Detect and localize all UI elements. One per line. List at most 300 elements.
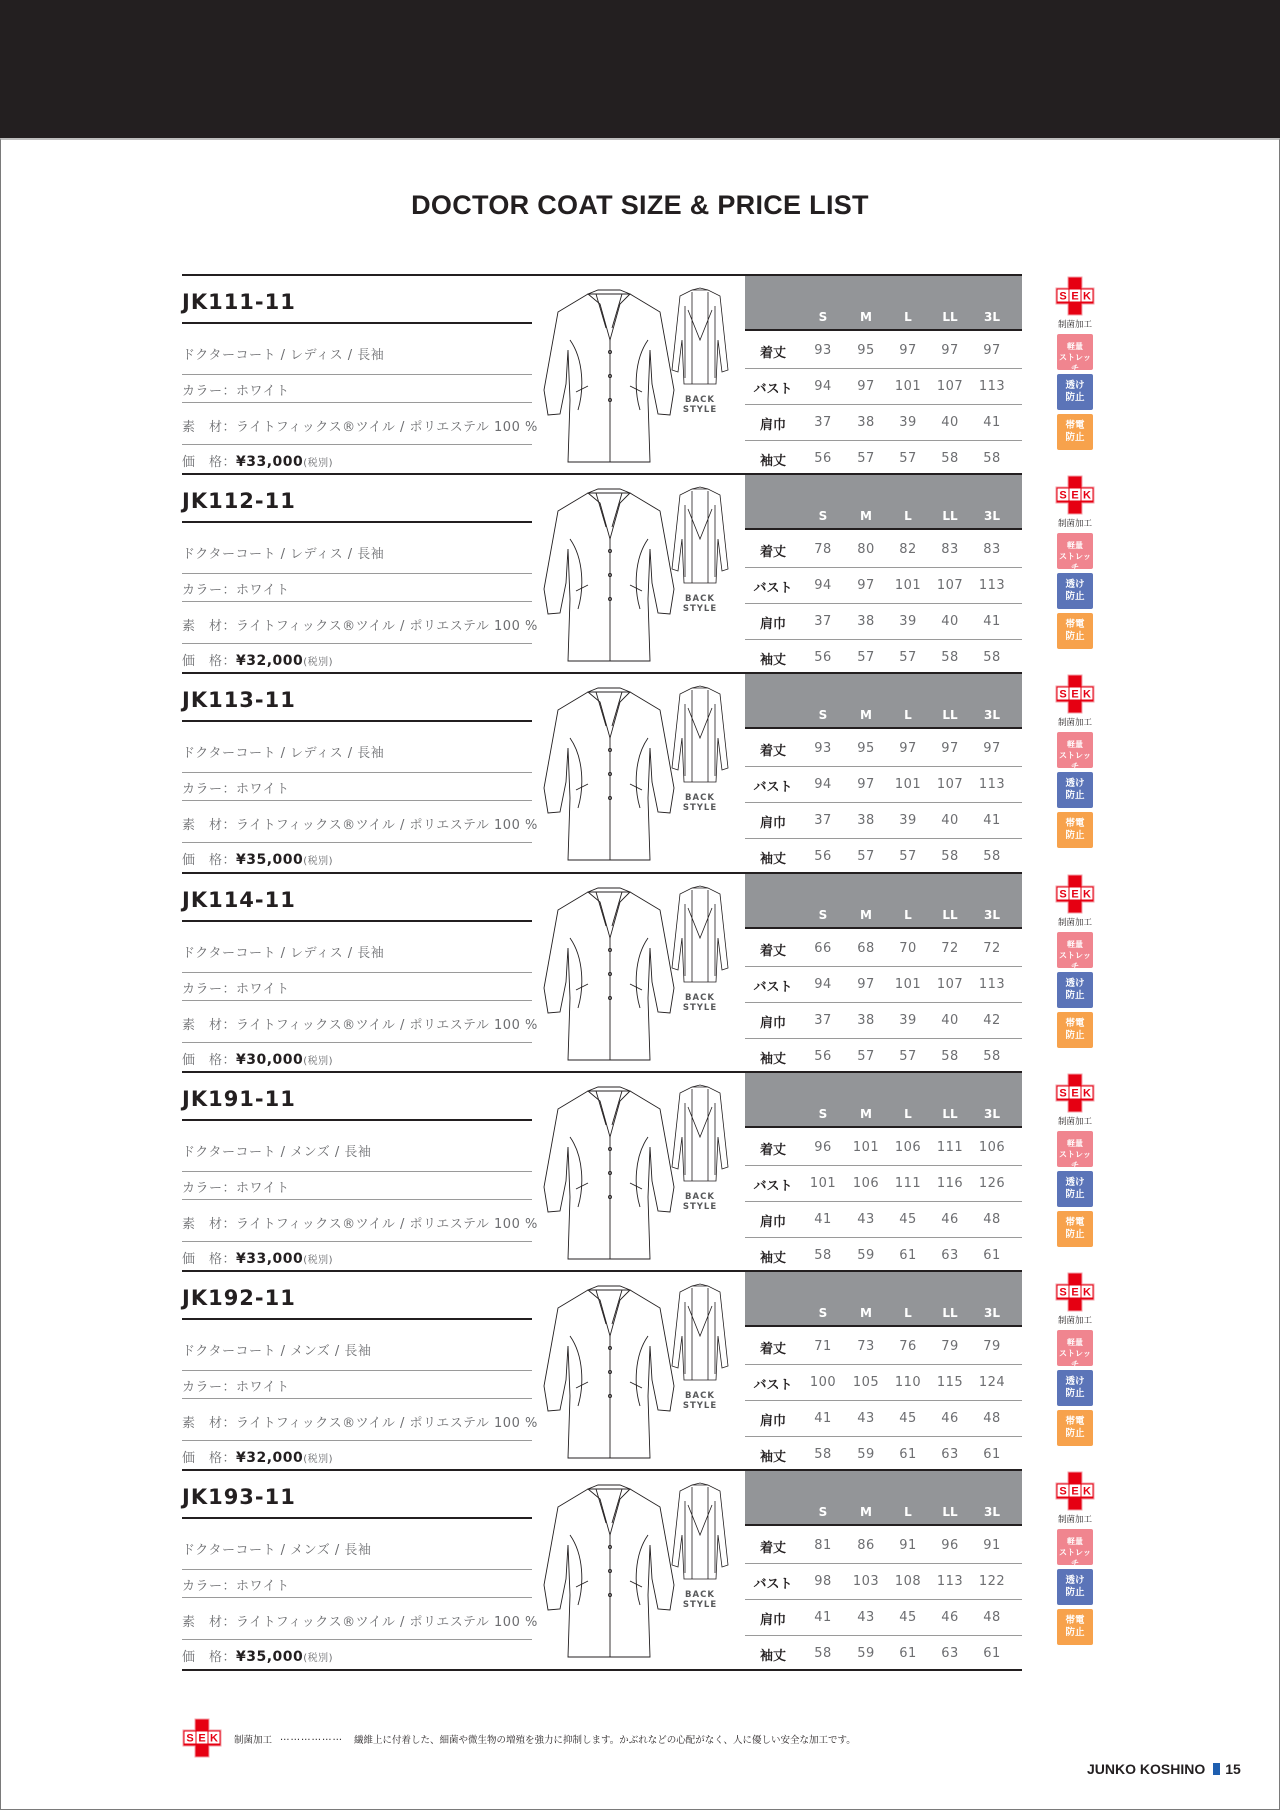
badge-text: 防止 — [1065, 1428, 1085, 1439]
badge-lightweight-stretch — [1057, 1131, 1093, 1170]
size-header: LL — [942, 1306, 958, 1320]
badge-text: ストレッチ — [1059, 1548, 1091, 1568]
size-value: 43 — [857, 1212, 875, 1227]
price-label: 価 格： — [182, 1650, 237, 1665]
badge-text: 防止 — [1065, 631, 1085, 642]
divider — [182, 1171, 532, 1172]
measure-label: 袖丈 — [759, 454, 786, 469]
badge-text: 防止 — [1065, 1030, 1085, 1041]
sek-caption: 制菌加工 — [1057, 1117, 1092, 1127]
size-value: 40 — [941, 415, 959, 430]
size-value: 57 — [857, 451, 875, 466]
size-value: 40 — [941, 614, 959, 629]
size-value: 111 — [936, 1140, 964, 1155]
product-code: JK193-11 — [182, 1485, 296, 1509]
product-color — [182, 380, 290, 399]
back-style-label — [675, 1391, 725, 1411]
size-value: 113 — [978, 578, 1006, 593]
sek-caption: 制菌加工 — [1057, 918, 1092, 928]
size-value: 100 — [809, 1375, 837, 1390]
size-value: 56 — [814, 849, 832, 864]
size-value: 113 — [978, 777, 1006, 792]
size-header: L — [904, 509, 912, 523]
svg-text:E: E — [1071, 290, 1079, 303]
svg-text:S: S — [1059, 1286, 1067, 1299]
size-value: 107 — [936, 777, 964, 792]
size-table-row — [745, 1238, 1022, 1274]
product-info — [182, 874, 538, 1072]
size-value: 63 — [941, 1248, 959, 1263]
measure-label: 着丈 — [759, 1143, 786, 1158]
size-table-row — [745, 1564, 1022, 1600]
size-value: 115 — [936, 1375, 964, 1390]
size-value: 97 — [857, 578, 875, 593]
size-header: 3L — [984, 908, 1000, 922]
measure-label: 肩巾 — [759, 418, 786, 433]
badge-anti-static — [1057, 1211, 1093, 1247]
coat-illustration — [540, 1276, 740, 1466]
size-value: 41 — [814, 1411, 832, 1426]
product-description: ドクターコート / レディス / 長袖 — [182, 946, 385, 961]
size-value: 101 — [894, 977, 922, 992]
size-value: 58 — [814, 1248, 832, 1263]
measure-label: 袖丈 — [759, 653, 786, 668]
svg-text:K: K — [1083, 1087, 1091, 1100]
size-value: 94 — [814, 977, 832, 992]
badge-text: 防止 — [1065, 790, 1085, 801]
feature-badges — [1053, 1073, 1097, 1269]
size-value: 63 — [941, 1646, 959, 1661]
size-value: 59 — [857, 1646, 875, 1661]
sek-logo-icon — [182, 1718, 222, 1758]
divider — [182, 1440, 532, 1441]
size-value: 71 — [814, 1339, 832, 1354]
size-value: 94 — [814, 578, 832, 593]
badge-text: 防止 — [1065, 392, 1085, 403]
size-value: 70 — [899, 941, 917, 956]
color-label: カラー： — [182, 1181, 237, 1196]
svg-text:E: E — [1071, 688, 1079, 701]
price-value: ¥32,000 — [236, 1450, 304, 1466]
divider — [182, 1569, 532, 1570]
badge-text: ストレッチ — [1059, 353, 1091, 373]
badge-text: ストレッチ — [1059, 951, 1091, 971]
price-label: 価 格： — [182, 853, 237, 868]
svg-text:E: E — [1071, 1286, 1079, 1299]
footnote-leader-dots: ……………… — [280, 1732, 343, 1743]
price-label: 価 格： — [182, 1053, 237, 1068]
product-price — [182, 650, 333, 669]
size-table-row — [745, 333, 1022, 369]
measure-label: 肩巾 — [759, 1613, 786, 1628]
back-label-line2: STYLE — [682, 405, 718, 415]
size-value: 105 — [852, 1375, 880, 1390]
svg-text:E: E — [198, 1732, 206, 1745]
size-value: 61 — [983, 1447, 1001, 1462]
price-label: 価 格： — [182, 1252, 237, 1267]
measure-label: バスト — [753, 1378, 793, 1393]
size-value: 106 — [978, 1140, 1006, 1155]
size-value: 97 — [983, 741, 1001, 756]
size-value: 42 — [983, 1013, 1001, 1028]
size-table — [745, 473, 1022, 673]
size-header: L — [904, 310, 912, 324]
badge-text: 防止 — [1065, 432, 1085, 443]
sek-logo-icon — [1055, 674, 1095, 714]
size-header: 3L — [984, 708, 1000, 722]
back-style-label — [675, 993, 725, 1013]
size-value: 58 — [941, 451, 959, 466]
badge-text: 防止 — [1065, 1587, 1085, 1598]
page-title: DOCTOR COAT SIZE & PRICE LIST — [411, 190, 869, 220]
badge-text: ストレッチ — [1059, 751, 1091, 771]
badge-anti-static — [1057, 613, 1093, 649]
badge-text: 軽量 — [1067, 1338, 1083, 1347]
size-table-header — [745, 1272, 1022, 1327]
size-value: 48 — [983, 1212, 1001, 1227]
size-table-row — [745, 441, 1022, 477]
divider — [182, 374, 532, 375]
size-table-row — [745, 1130, 1022, 1166]
measure-label: 着丈 — [759, 545, 786, 560]
back-label-line2: STYLE — [682, 1202, 718, 1212]
badge-see-through-prevention — [1057, 972, 1093, 1008]
size-value: 61 — [899, 1646, 917, 1661]
price-value: ¥35,000 — [236, 852, 304, 868]
price-label: 価 格： — [182, 455, 237, 470]
badge-see-through-prevention — [1057, 1370, 1093, 1406]
size-header: M — [860, 1107, 872, 1121]
svg-text:K: K — [1083, 1485, 1091, 1498]
divider — [182, 402, 532, 403]
svg-text:K: K — [1083, 688, 1091, 701]
coat-drawing-icon — [540, 1475, 740, 1665]
size-value: 39 — [899, 415, 917, 430]
badge-lightweight-stretch — [1057, 932, 1093, 971]
tax-note: (税別) — [303, 856, 334, 867]
product-price — [182, 451, 333, 470]
coat-drawing-icon — [540, 479, 740, 669]
size-header: 3L — [984, 310, 1000, 324]
color-label: カラー： — [182, 782, 237, 797]
back-style-label — [675, 1590, 725, 1610]
badge-text: 透け — [1065, 1177, 1085, 1188]
material-value: ライトフィックス®ツイル / ポリエステル 100 % — [236, 420, 538, 435]
size-value: 97 — [941, 741, 959, 756]
size-header: L — [904, 1505, 912, 1519]
svg-text:S: S — [1059, 290, 1067, 303]
badge-text: 透け — [1065, 1575, 1085, 1586]
size-value: 41 — [983, 813, 1001, 828]
size-value: 73 — [857, 1339, 875, 1354]
back-label-line2: STYLE — [682, 1003, 718, 1013]
badge-lightweight-stretch — [1057, 533, 1093, 572]
feature-badges — [1053, 1272, 1097, 1468]
size-value: 91 — [899, 1538, 917, 1553]
price-label: 価 格： — [182, 1451, 237, 1466]
feature-badges — [1053, 1471, 1097, 1667]
badge-text: 帯電 — [1065, 1615, 1085, 1626]
product-material — [182, 1014, 538, 1033]
product-description: ドクターコート / メンズ / 長袖 — [182, 1145, 372, 1160]
back-label-line1: BACK — [685, 1590, 715, 1600]
divider — [182, 972, 532, 973]
size-value: 45 — [899, 1610, 917, 1625]
size-value: 48 — [983, 1411, 1001, 1426]
product-description: ドクターコート / レディス / 長袖 — [182, 547, 385, 562]
color-label: カラー： — [182, 982, 237, 997]
size-value: 103 — [852, 1574, 880, 1589]
badge-text: 帯電 — [1065, 1018, 1085, 1029]
size-value: 97 — [899, 343, 917, 358]
size-value: 39 — [899, 1013, 917, 1028]
size-value: 57 — [857, 849, 875, 864]
divider — [182, 1318, 532, 1320]
badge-text: 軽量 — [1067, 1537, 1083, 1546]
price-value: ¥33,000 — [236, 454, 304, 470]
size-value: 107 — [936, 578, 964, 593]
tax-note: (税別) — [303, 1653, 334, 1664]
back-style-label — [675, 594, 725, 614]
size-table-row — [745, 1600, 1022, 1636]
size-value: 79 — [983, 1339, 1001, 1354]
size-value: 113 — [936, 1574, 964, 1589]
badge-see-through-prevention — [1057, 1569, 1093, 1605]
material-label: 素 材： — [182, 1018, 237, 1033]
material-label: 素 材： — [182, 1217, 237, 1232]
size-header: LL — [942, 708, 958, 722]
badge-text: 防止 — [1065, 1189, 1085, 1200]
size-value: 57 — [857, 1049, 875, 1064]
product-block-jk114-11 — [182, 872, 1092, 1072]
size-value: 38 — [857, 1013, 875, 1028]
material-label: 素 材： — [182, 619, 237, 634]
badge-anti-static — [1057, 812, 1093, 848]
svg-text:E: E — [1071, 1485, 1079, 1498]
size-header: L — [904, 1306, 912, 1320]
size-table — [745, 1071, 1022, 1271]
size-value: 57 — [899, 650, 917, 665]
material-value: ライトフィックス®ツイル / ポリエステル 100 % — [236, 1217, 538, 1232]
size-value: 101 — [894, 379, 922, 394]
size-value: 107 — [936, 379, 964, 394]
coat-illustration — [540, 678, 740, 868]
back-style-label — [675, 793, 725, 813]
tax-note: (税別) — [303, 1454, 334, 1465]
size-value: 57 — [857, 650, 875, 665]
size-value: 94 — [814, 777, 832, 792]
badge-text: 透け — [1065, 978, 1085, 989]
badge-see-through-prevention — [1057, 1171, 1093, 1207]
product-code: JK191-11 — [182, 1087, 296, 1111]
svg-text:K: K — [1083, 290, 1091, 303]
back-label-line1: BACK — [685, 1391, 715, 1401]
tax-note: (税別) — [303, 1255, 334, 1266]
measure-label: 肩巾 — [759, 1016, 786, 1031]
size-header: L — [904, 708, 912, 722]
product-color — [182, 778, 290, 797]
coat-illustration — [540, 1077, 740, 1267]
product-description: ドクターコート / レディス / 長袖 — [182, 746, 385, 761]
color-label: カラー： — [182, 1579, 237, 1594]
size-table-row — [745, 931, 1022, 967]
size-value: 78 — [814, 542, 832, 557]
color-value: ホワイト — [236, 982, 290, 997]
product-price — [182, 1646, 333, 1665]
size-header: LL — [942, 310, 958, 324]
size-header: L — [904, 908, 912, 922]
svg-text:K: K — [1083, 888, 1091, 901]
size-header: 3L — [984, 1306, 1000, 1320]
divider — [182, 772, 532, 773]
size-header: 3L — [984, 1107, 1000, 1121]
badge-lightweight-stretch — [1057, 334, 1093, 373]
product-material — [182, 1213, 538, 1232]
badge-text: 軽量 — [1067, 1139, 1083, 1148]
size-value: 97 — [941, 343, 959, 358]
sek-caption: 制菌加工 — [1057, 320, 1092, 330]
size-table — [745, 1469, 1022, 1669]
size-value: 61 — [899, 1248, 917, 1263]
size-header: 3L — [984, 1505, 1000, 1519]
back-label-line2: STYLE — [682, 604, 718, 614]
divider — [182, 1000, 532, 1001]
product-info — [182, 674, 538, 872]
size-value: 124 — [978, 1375, 1006, 1390]
size-header: LL — [942, 1505, 958, 1519]
size-table-row — [745, 568, 1022, 604]
size-value: 59 — [857, 1248, 875, 1263]
size-value: 63 — [941, 1447, 959, 1462]
size-table-row — [745, 731, 1022, 767]
size-value: 37 — [814, 1013, 832, 1028]
size-value: 101 — [894, 777, 922, 792]
badge-text: 透け — [1065, 579, 1085, 590]
measure-label: 肩巾 — [759, 1215, 786, 1230]
measure-label: 袖丈 — [759, 1251, 786, 1266]
badge-text: 防止 — [1065, 990, 1085, 1001]
size-header: M — [860, 708, 872, 722]
size-value: 37 — [814, 415, 832, 430]
size-table-row — [745, 1437, 1022, 1473]
size-value: 41 — [814, 1212, 832, 1227]
badge-see-through-prevention — [1057, 374, 1093, 410]
svg-text:S: S — [1059, 1485, 1067, 1498]
product-price — [182, 1447, 333, 1466]
product-description: ドクターコート / メンズ / 長袖 — [182, 1344, 372, 1359]
badge-text: 帯電 — [1065, 1416, 1085, 1427]
badge-text: 透け — [1065, 778, 1085, 789]
product-description: ドクターコート / レディス / 長袖 — [182, 348, 385, 363]
badge-text: 防止 — [1065, 1627, 1085, 1638]
size-table-row — [745, 1329, 1022, 1365]
badge-text: ストレッチ — [1059, 552, 1091, 572]
badge-anti-static — [1057, 1609, 1093, 1645]
measure-label: 袖丈 — [759, 1450, 786, 1465]
size-value: 45 — [899, 1212, 917, 1227]
back-label-line2: STYLE — [682, 803, 718, 813]
price-value: ¥33,000 — [236, 1251, 304, 1267]
measure-label: バスト — [753, 980, 793, 995]
svg-text:S: S — [186, 1732, 194, 1745]
size-value: 43 — [857, 1411, 875, 1426]
divider — [182, 1042, 532, 1043]
size-value: 39 — [899, 813, 917, 828]
coat-illustration — [540, 479, 740, 669]
svg-text:K: K — [1083, 1286, 1091, 1299]
size-table-row — [745, 839, 1022, 875]
badge-see-through-prevention — [1057, 573, 1093, 609]
coat-drawing-icon — [540, 1077, 740, 1267]
size-value: 58 — [983, 1049, 1001, 1064]
size-value: 56 — [814, 650, 832, 665]
product-price — [182, 1248, 333, 1267]
back-label-line1: BACK — [685, 594, 715, 604]
size-value: 56 — [814, 1049, 832, 1064]
product-material — [182, 1611, 538, 1630]
brand-square-icon — [1213, 1763, 1220, 1775]
divider — [182, 920, 532, 922]
size-value: 96 — [941, 1538, 959, 1553]
size-table — [745, 872, 1022, 1072]
divider — [182, 1639, 532, 1640]
size-value: 95 — [857, 343, 875, 358]
size-value: 95 — [857, 741, 875, 756]
product-code: JK112-11 — [182, 489, 296, 513]
size-header: LL — [942, 908, 958, 922]
sek-logo-icon — [1055, 1272, 1095, 1312]
svg-text:E: E — [1071, 888, 1079, 901]
feature-badges — [1053, 276, 1097, 472]
product-material — [182, 814, 538, 833]
size-table-row — [745, 1166, 1022, 1202]
badge-anti-static — [1057, 1012, 1093, 1048]
divider — [182, 720, 532, 722]
product-code: JK192-11 — [182, 1286, 296, 1310]
coat-drawing-icon — [540, 678, 740, 868]
size-value: 40 — [941, 813, 959, 828]
size-value: 41 — [983, 415, 1001, 430]
product-code: JK111-11 — [182, 290, 296, 314]
sek-logo-icon — [1055, 1471, 1095, 1511]
measure-label: バスト — [753, 1179, 793, 1194]
badge-text: 帯電 — [1065, 818, 1085, 829]
size-value: 79 — [941, 1339, 959, 1354]
sek-logo-icon — [1055, 1073, 1095, 1113]
size-value: 46 — [941, 1411, 959, 1426]
size-table — [745, 274, 1022, 474]
product-code: JK113-11 — [182, 688, 296, 712]
size-value: 97 — [857, 977, 875, 992]
size-value: 101 — [894, 578, 922, 593]
size-table-header — [745, 475, 1022, 530]
coat-illustration — [540, 878, 740, 1068]
size-table-row — [745, 1401, 1022, 1437]
measure-label: 袖丈 — [759, 852, 786, 867]
size-value: 98 — [814, 1574, 832, 1589]
size-table-row — [745, 1528, 1022, 1564]
size-table-row — [745, 967, 1022, 1003]
size-value: 126 — [978, 1176, 1006, 1191]
size-header: LL — [942, 1107, 958, 1121]
badge-text: 軽量 — [1067, 740, 1083, 749]
size-value: 72 — [983, 941, 1001, 956]
size-table-row — [745, 369, 1022, 405]
feature-badges — [1053, 874, 1097, 1070]
size-value: 57 — [899, 451, 917, 466]
badge-lightweight-stretch — [1057, 1529, 1093, 1568]
sek-logo-icon — [1055, 276, 1095, 316]
